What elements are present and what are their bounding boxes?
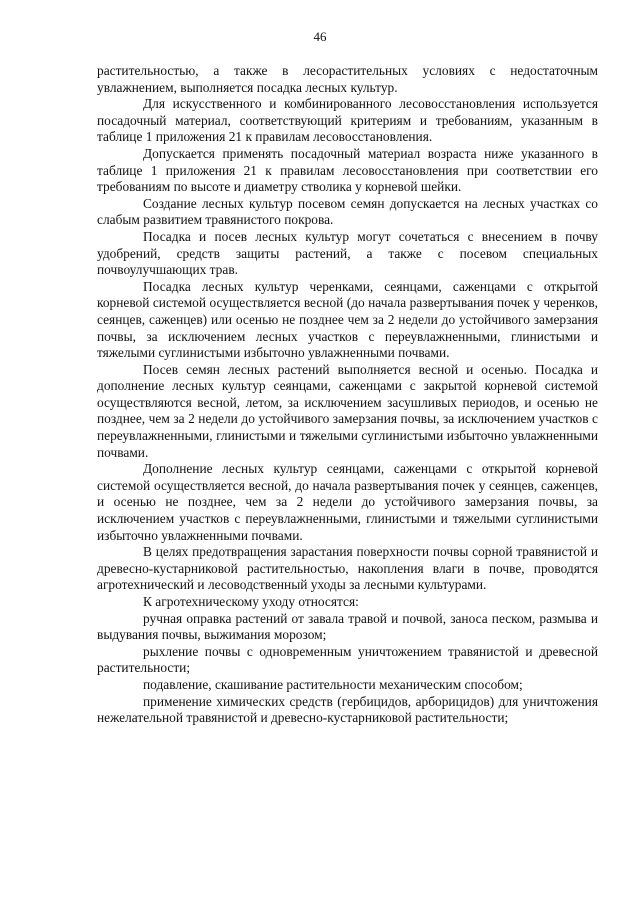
list-item-4: применение химических средств (гербицидов, арборицидов) для уничтожения нежелательной травянистой и древесно-кустарниковой растительности; xyxy=(97,693,598,726)
paragraph-7: Посев семян лесных растений выполняется весной и осенью. Посадка и дополнение лесных культур сеянцами, саженцами с закрытой корневой системой осуществляются весной, летом, за исключением засушливых периодов, и осенью не позднее, чем за 2 недели до устойчивого замерзания почвы, за исключением участков с переувлажненными, глинистыми и тяжелыми суглинистыми избыточно увлажненными почвами. xyxy=(97,361,598,460)
paragraph-4: Создание лесных культур посевом семян допускается на лесных участках со слабым развитием травянистого покрова. xyxy=(97,195,598,228)
list-item-2: рыхление почвы с одновременным уничтожением травянистой и древесной растительности; xyxy=(97,643,598,676)
paragraph-10: К агротехническому уходу относятся: xyxy=(143,594,359,609)
paragraph-6: Посадка лесных культур черенками, сеянцами, саженцами с открытой корневой системой осуществляется весной (до начала развертывания почек у черенков, сеянцев, саженцев) или осенью не позднее чем за 2 недели до устойчивого замерзания почвы, за исключением лесных участков с переувлажненными, глинистыми и тяжелыми суглинистыми избыточно увлажненными почвами. xyxy=(97,278,598,361)
paragraph-1: растительностью, а также в лесорастительных условиях с недостаточным увлажнением, выполняется посадка лесных культур. xyxy=(97,63,598,95)
page-number: 46 xyxy=(313,29,327,44)
paragraph-3: Допускается применять посадочный материал возраста ниже указанного в таблице 1 приложения 21 к правилам лесовосстановления при соответствии его требованиям по высоте и диаметру стволика у корневой шейки. xyxy=(97,145,598,195)
paragraph-2: Для искусственного и комбинированного лесовосстановления используется посадочный материал, соответствующий критериям и требованиям, указанным в таблице 1 приложения 21 к правилам лесовосстановления. xyxy=(97,96,598,145)
paragraph-9: В целях предотвращения зарастания поверхности почвы сорной травянистой и древесно-кустарниковой растительностью, накопления влаги в почве, проводятся агротехнический и лесоводственный уходы за лесными культурами. xyxy=(97,544,598,593)
list-item-3: подавление, скашивание растительности механическим способом; xyxy=(143,676,523,692)
document-body xyxy=(97,63,598,727)
list-item-1: ручная оправка растений от завала травой и почвой, заноса песком, размыва и выдувания почвы, выжимания морозом; xyxy=(97,610,598,643)
paragraph-5: Посадка и посев лесных культур могут сочетаться с внесением в почву удобрений, средств защиты растений, а также с посевом специальных почвоулучшающих трав. xyxy=(97,228,598,278)
paragraph-8: Дополнение лесных культур сеянцами, саженцами с открытой корневой системой осуществляется весной, до начала развертывания почек у сеянцев, саженцев, и осенью не позднее, чем за 2 недели до устойчивого замерзания почвы, за исключением участков с переувлажненными, глинистыми и тяжелыми суглинистыми избыточно увлажненными почвами. xyxy=(97,461,598,543)
